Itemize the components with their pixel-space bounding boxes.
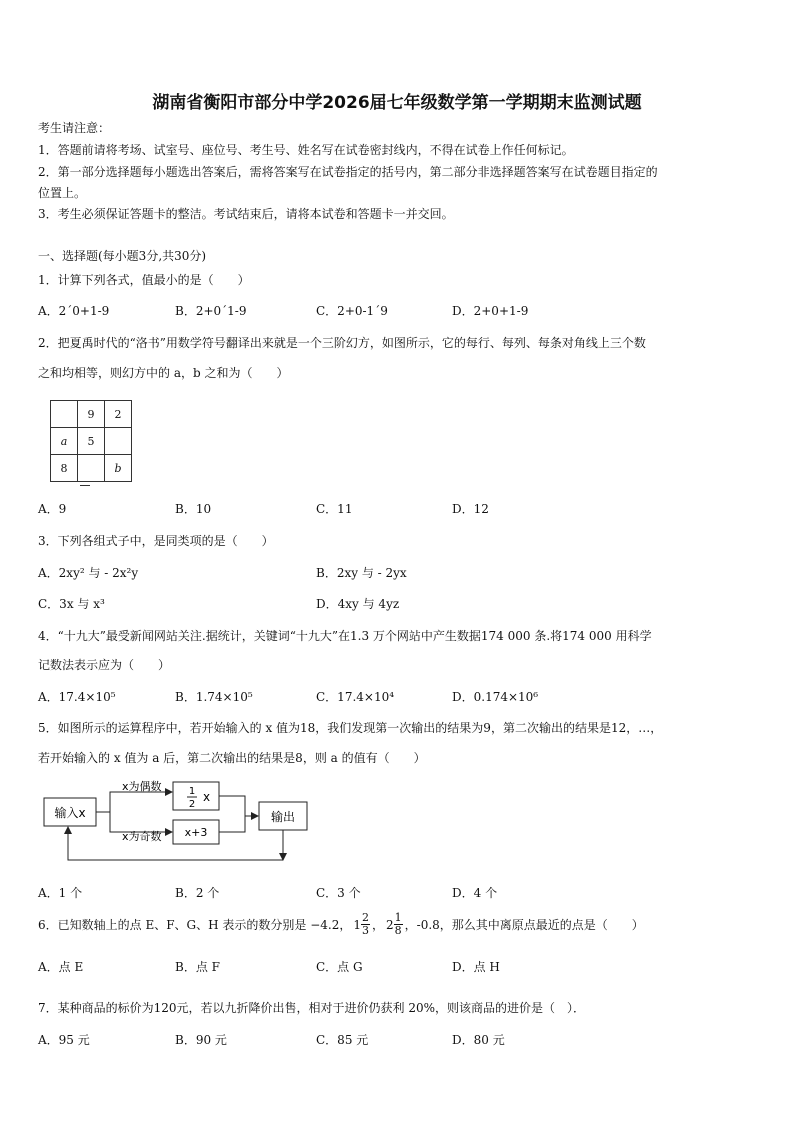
q5-option-a: A．1 个	[38, 886, 83, 900]
notice-item: 2．第一部分选择题每小题选出答案后，需将答案写在试卷指定的括号内，第二部分非选择题答案写在试卷题目指定的	[38, 165, 658, 179]
question-7-stem: 7．某种商品的标价为120元，若以九折降价出售，相对于进价仍获利 20%，则该商品的进价是（ ）．	[38, 1001, 586, 1015]
mixed-whole: 1	[353, 917, 361, 932]
q2-option-c: C．11	[316, 502, 353, 516]
input-label: 输入x	[54, 806, 86, 820]
q6-option-c: C．点 G	[316, 960, 363, 974]
magic-cell: a	[51, 428, 78, 455]
half-variable: x	[203, 790, 211, 804]
fraction-numerator: 1	[394, 911, 402, 924]
fraction-denominator: 8	[394, 924, 402, 937]
q1-option-c: C．2+0-1´9	[316, 304, 388, 318]
program-flowchart	[40, 780, 320, 865]
q6-stem-part-a: 6．已知数轴上的点 E、F、G、H 表示的数分别是 −4.2，	[38, 918, 352, 932]
q7-option-d: D．80 元	[452, 1033, 505, 1047]
question-3-stem: 3．下列各组式子中，是同类项的是（ ）	[38, 534, 274, 548]
q5-option-c: C．3 个	[316, 886, 361, 900]
mixed-fraction	[361, 912, 370, 937]
question-4-stem: 4．“十九大”最受新闻网站关注.据统计，关键词“十九大”在1.3 万个网站中产生数据174 000 条.将174 000 用科学	[38, 629, 652, 643]
q4-option-c: C．17.4×10⁴	[316, 690, 395, 704]
q1-option-b: B．2+0´1-9	[175, 304, 247, 318]
even-to-output-arrow	[219, 796, 258, 816]
q7-option-c: C．85 元	[316, 1033, 369, 1047]
notice-item: 1．答题前请将考场、试室号、座位号、考生号、姓名写在试卷密封线内，不得在试卷上作任何标记。	[38, 143, 574, 157]
fraction-numerator: 2	[362, 911, 369, 924]
half-denominator: 2	[188, 799, 196, 810]
figure-mark	[80, 485, 90, 486]
notice-item: 位置上。	[38, 186, 87, 200]
mixed-number-2	[386, 912, 403, 937]
question-2-stem: 2．把夏禹时代的“洛书”用数学符号翻译出来就是一个三阶幻方，如图所示，它的每行、每列、每条对角线上三个数	[38, 336, 646, 350]
q1-option-d: D．2+0+1-9	[452, 304, 529, 318]
page-title: 湖南省衡阳市部分中学2026届七年级数学第一学期期末监测试题	[152, 93, 642, 113]
magic-cell	[105, 428, 132, 455]
question-5-stem: 5．如图所示的运算程序中，若开始输入的 x 值为18，我们发现第一次输出的结果为9，第二次输出的结果是12，…，	[38, 721, 663, 735]
magic-cell	[51, 401, 78, 428]
q5-option-b: B．2 个	[175, 886, 220, 900]
notice-item: 3．考生必须保证答题卡的整洁。考试结束后，请将本试卷和答题卡一并交回。	[38, 207, 454, 221]
q2-option-d: D．12	[452, 502, 489, 516]
question-2-stem-cont: 之和均相等，则幻方中的 a，b 之和为（ ）	[38, 366, 289, 380]
q2-option-b: B．10	[175, 502, 212, 516]
magic-square	[50, 400, 132, 482]
q5-option-d: D．4 个	[452, 886, 498, 900]
magic-cell: 5	[78, 428, 105, 455]
mixed-number-1	[353, 912, 370, 937]
q3-option-a: A．2xy² 与 - 2x²y	[38, 566, 139, 580]
q6-option-a: A．点 E	[38, 960, 84, 974]
magic-cell: 2	[105, 401, 132, 428]
q7-option-b: B．90 元	[175, 1033, 227, 1047]
q6-option-b: B．点 F	[175, 960, 220, 974]
q6-stem-part-b: ，-0.8，那么其中离原点最近的点是（ ）	[404, 918, 644, 932]
section-heading: 一、选择题(每小题3分,共30分)	[38, 249, 207, 263]
even-branch-arrow	[96, 792, 172, 812]
odd-condition: x为奇数	[122, 830, 162, 843]
q3-option-c: C．3x 与 x³	[38, 597, 105, 611]
q6-separator: ，	[372, 918, 385, 932]
notice-header: 考生请注意：	[38, 121, 111, 135]
output-label: 输出	[270, 810, 296, 824]
q4-option-b: B．1.74×10⁵	[175, 690, 253, 704]
q3-option-b: B．2xy 与 - 2yx	[316, 566, 407, 580]
even-condition: x为偶数	[122, 780, 162, 793]
q6-option-d: D．点 H	[452, 960, 500, 974]
question-4-stem-cont: 记数法表示应为（ ）	[38, 658, 171, 672]
half-box	[173, 782, 219, 810]
q3-option-d: D．4xy 与 4yz	[316, 597, 400, 611]
question-6-stem	[38, 912, 644, 937]
odd-to-output-line	[219, 816, 245, 832]
mixed-whole: 2	[386, 917, 394, 932]
magic-cell: b	[105, 455, 132, 482]
q2-option-a: A．9	[38, 502, 67, 516]
question-5-stem-cont: 若开始输入的 x 值为 a 后，第二次输出的结果是8，则 a 的值有（ ）	[38, 751, 426, 765]
magic-cell: 9	[78, 401, 105, 428]
q7-option-a: A．95 元	[38, 1033, 90, 1047]
fraction-denominator: 3	[362, 924, 369, 937]
mixed-fraction	[394, 912, 403, 937]
question-1-stem: 1．计算下列各式，值最小的是（ ）	[38, 273, 250, 287]
half-numerator: 1	[188, 786, 196, 797]
q4-option-d: D．0.174×10⁶	[452, 690, 539, 704]
q4-option-a: A．17.4×10⁵	[38, 690, 116, 704]
magic-cell: 8	[51, 455, 78, 482]
q1-option-a: A．2´0+1-9	[38, 304, 110, 318]
plus-label: x+3	[184, 826, 208, 839]
magic-cell	[78, 455, 105, 482]
odd-branch-arrow	[110, 812, 172, 832]
